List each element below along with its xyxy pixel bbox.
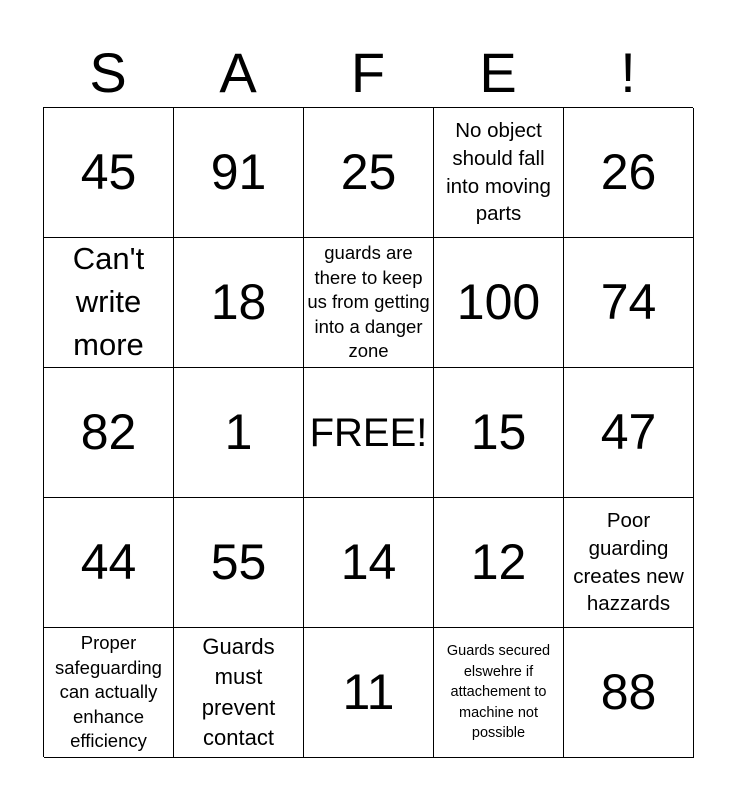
cell-text: 55: [210, 534, 267, 590]
cell-text: 100: [456, 274, 541, 330]
bingo-cell-r3c5[interactable]: [564, 368, 694, 498]
cell-text: 91: [210, 144, 267, 200]
bingo-cell-r4c2[interactable]: [174, 498, 304, 628]
bingo-cell-r1c5[interactable]: [564, 108, 694, 238]
bingo-cell-r4c1[interactable]: [44, 498, 174, 628]
bingo-board: [43, 107, 693, 757]
header-letter-a: A: [219, 41, 257, 104]
bingo-cell-r1c1[interactable]: [44, 108, 174, 238]
cell-text: 88: [600, 664, 657, 720]
cell-text: 25: [340, 144, 397, 200]
cell-text: 1: [224, 404, 253, 460]
bingo-cell-r3c1[interactable]: [44, 368, 174, 498]
cell-text: Poor guarding creates new hazzards: [573, 508, 684, 616]
bingo-cell-r5c4[interactable]: [434, 628, 564, 758]
bingo-cell-r3c2[interactable]: [174, 368, 304, 498]
bingo-cell-r5c2[interactable]: [174, 628, 304, 758]
cell-text: 74: [600, 274, 657, 330]
bingo-cell-r5c3[interactable]: [304, 628, 434, 758]
cell-text: 15: [470, 404, 527, 460]
bingo-cell-free[interactable]: [304, 368, 434, 498]
bingo-cell-r1c4[interactable]: [434, 108, 564, 238]
bingo-cell-r2c1[interactable]: [44, 238, 174, 368]
bingo-cell-r5c1[interactable]: [44, 628, 174, 758]
cell-text: Proper safeguarding can actually enhance efficiency: [55, 632, 162, 752]
cell-text: No object should fall into moving parts: [446, 118, 551, 226]
bingo-cell-r1c2[interactable]: [174, 108, 304, 238]
cell-text: 47: [600, 404, 657, 460]
bingo-cell-r4c3[interactable]: [304, 498, 434, 628]
cell-text: Guards must prevent contact: [201, 633, 276, 750]
cell-text: 14: [340, 534, 397, 590]
header-letter-exclamation: !: [620, 41, 636, 104]
bingo-cell-r1c3[interactable]: [304, 108, 434, 238]
bingo-header: [43, 40, 693, 106]
bingo-cell-r4c4[interactable]: [434, 498, 564, 628]
cell-text: Can't write more: [72, 241, 145, 362]
bingo-cell-r2c2[interactable]: [174, 238, 304, 368]
cell-text: 26: [600, 144, 657, 200]
bingo-cell-r4c5[interactable]: [564, 498, 694, 628]
bingo-cell-r2c3[interactable]: [304, 238, 434, 368]
cell-text: 12: [470, 534, 527, 590]
cell-text: 44: [80, 534, 137, 590]
bingo-cell-r5c5[interactable]: [564, 628, 694, 758]
header-letter-f: F: [350, 41, 386, 104]
cell-text: 82: [80, 404, 137, 460]
cell-text: Guards secured elswehre if attachement to machine not possible: [446, 643, 551, 742]
bingo-cell-r2c4[interactable]: [434, 238, 564, 368]
header-letter-s: S: [89, 41, 127, 104]
header-letter-e: E: [479, 41, 517, 104]
cell-text: guards are there to keep us from getting into a danger zone: [307, 242, 430, 362]
cell-text: 18: [210, 274, 267, 330]
bingo-cell-r3c4[interactable]: [434, 368, 564, 498]
cell-text: 11: [342, 664, 395, 720]
free-space-text: FREE!: [309, 410, 428, 455]
cell-text: 45: [80, 144, 137, 200]
bingo-cell-r2c5[interactable]: [564, 238, 694, 368]
